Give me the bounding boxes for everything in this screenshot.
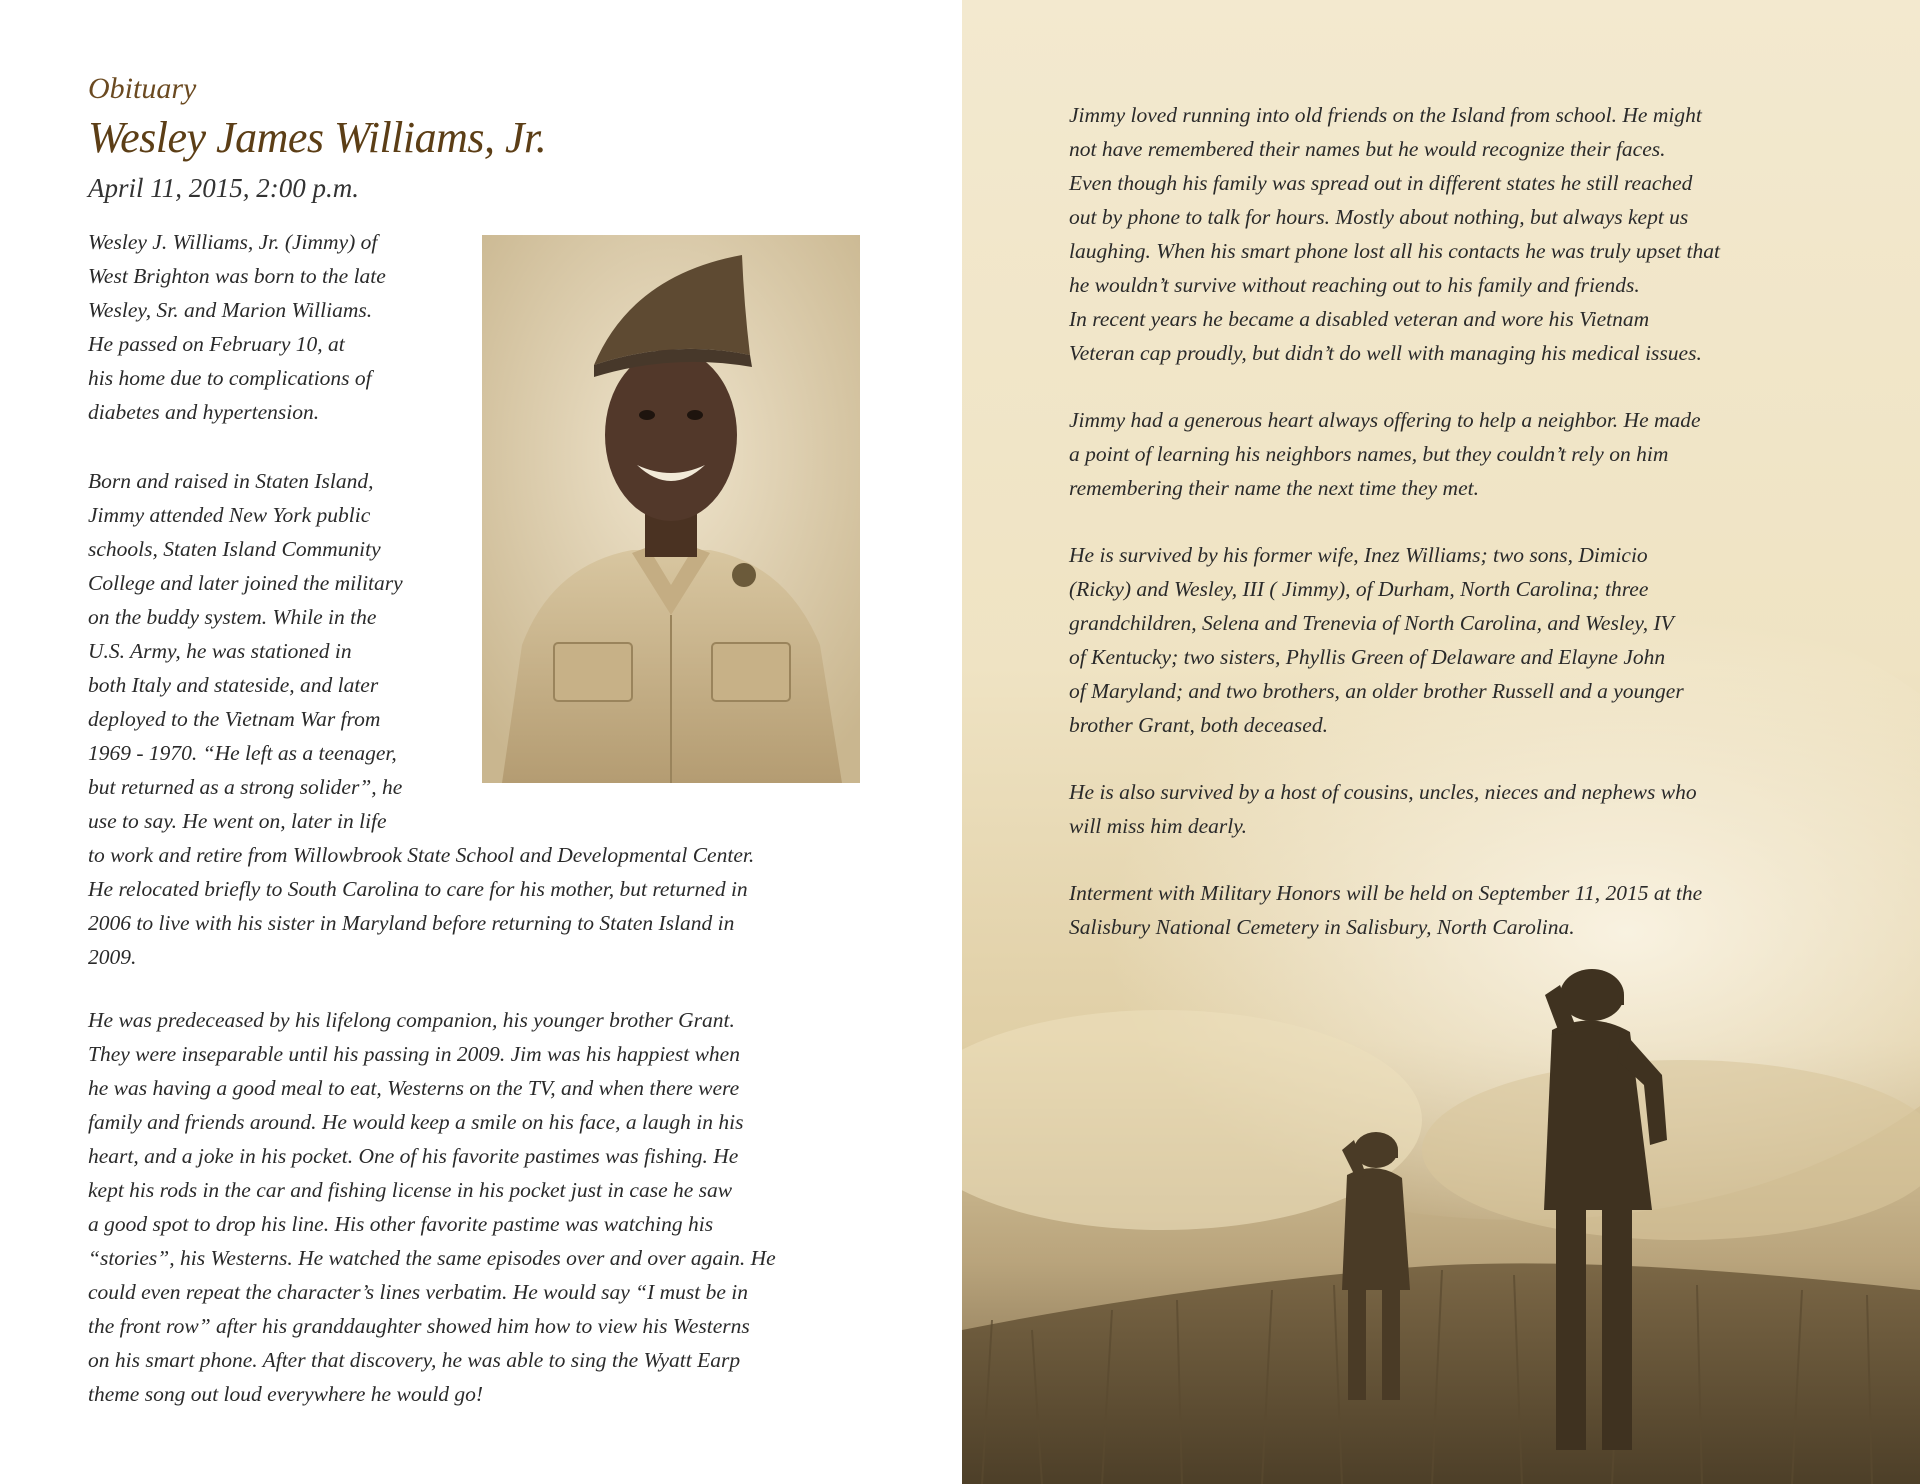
obituary-label: Obituary (88, 72, 197, 105)
right-paragraph-1: Jimmy loved running into old friends on the Island from school. He might not have remembered their names but he would recognize their faces. Even though his family was spread out in different states he still reached out by phone to talk for hours. Mostly about nothing, but always kept us laughing. When his smart phone lost all his contacts he was truly upset that he wouldn’t survive without reaching out to his family and friends. In recent years he became a disabled veteran and wore his Vietnam Veteran cap proudly, but didn’t do well with managing his medical issues. (1069, 103, 1720, 365)
right-paragraph-4: He is also survived by a host of cousins, uncles, nieces and nephews who will miss him dearly. (1069, 780, 1697, 838)
right-paragraph-5: Interment with Military Honors will be held on September 11, 2015 at the Salisbury National Cemetery in Salisbury, North Carolina. (1069, 881, 1703, 939)
service-date: April 11, 2015, 2:00 p.m. (88, 173, 359, 203)
right-paragraph-3: He is survived by his former wife, Inez Williams; two sons, Dimicio (Ricky) and Wesley, III ( Jimmy), of Durham, North Carolina; three grandchildren, Selena and Trenevia of North Carolina, and Wesley, IV of Kentucky; two sisters, Phyllis Green of Delaware and Elayne John of Maryland; and two brothers, an older brother Russell and a younger brother Grant, both deceased. (1069, 543, 1684, 737)
left-paragraph-2-narrow: Born and raised in Staten Island, Jimmy attended New York public schools, Staten Island Community College and later joined the military on the buddy system. While in the U.S. Army, he was stationed in both Italy and stateside, and later deployed to the Vietnam War from 1969 - 1970. “He left as a teenager, but returned as a strong solider”, he use to say. He went on, later in life (88, 469, 403, 833)
left-paragraph-2-wide: to work and retire from Willowbrook State School and Developmental Center. He relocated briefly to South Carolina to care for his mother, but returned in 2006 to live with his sister in Maryland before returning to Staten Island in 2009. (88, 843, 755, 969)
right-paragraph-2: Jimmy had a generous heart always offering to help a neighbor. He made a point of learning his neighbors names, but they couldn’t rely on him remembering their name the next time they met. (1069, 408, 1701, 500)
deceased-name: Wesley James Williams, Jr. (88, 113, 547, 162)
right-page (962, 0, 1920, 1484)
left-paragraph-3: He was predeceased by his lifelong companion, his younger brother Grant. They were inseparable until his passing in 2009. Jim was his happiest when he was having a good meal to eat, Westerns on the TV, and when there were family and friends around. He would keep a smile on his face, a laugh in his heart, and a joke in his pocket. One of his favorite pastimes was fishing. He kept his rods in the car and fishing license in his pocket just in case he saw a good spot to drop his line. His other favorite pastime was watching his “stories”, his Westerns. He watched the same episodes over and over again. He could even repeat the character’s lines verbatim. He would say “I must be in the front row” after his granddaughter showed him how to view his Westerns on his smart phone. After that discovery, he was able to sing the Wyatt Earp theme song out loud everywhere he would go! (88, 1008, 776, 1406)
left-paragraph-1: Wesley J. Williams, Jr. (Jimmy) of West Brighton was born to the late Wesley, Sr. and Marion Williams. He passed on February 10, at his home due to complications of diabetes and hypertension. (88, 230, 386, 424)
portrait-photo (482, 235, 860, 783)
